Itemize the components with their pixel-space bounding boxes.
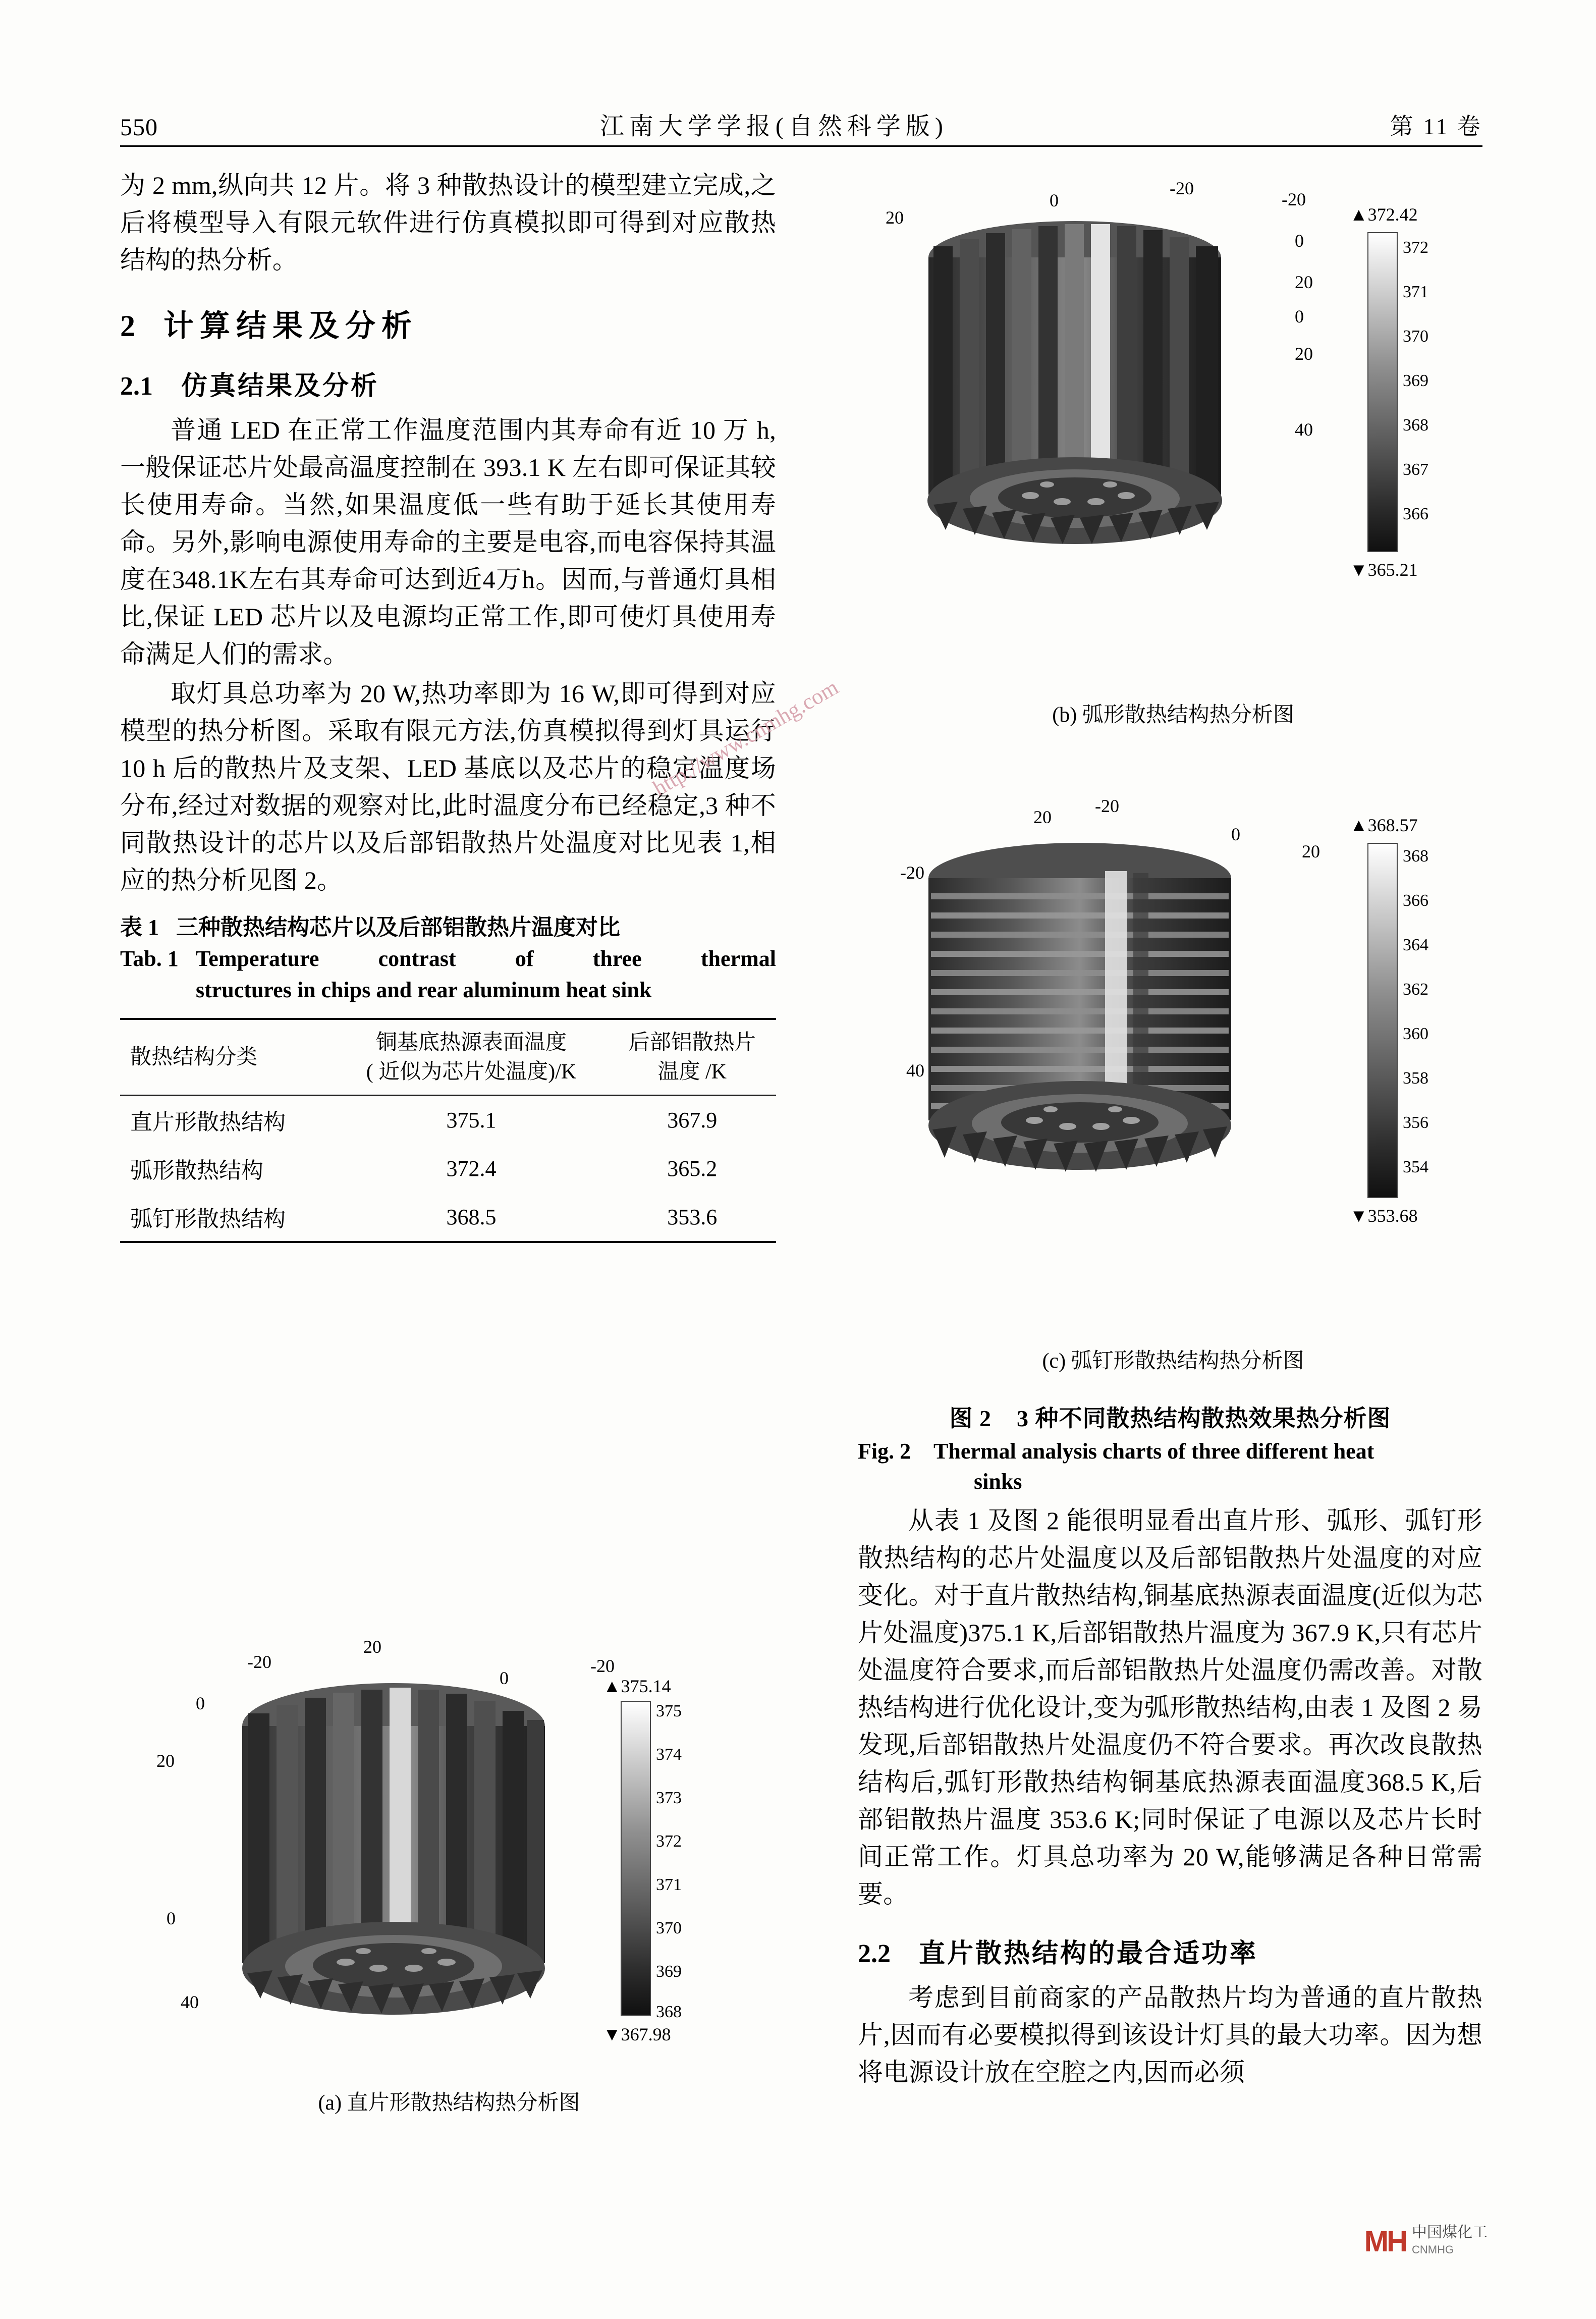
fig-b-cbar-tick: 372 (1403, 238, 1428, 257)
subsection-heading-2-2 (858, 1932, 1482, 1970)
table-caption-en (120, 943, 776, 975)
fig-c-cbar-tick: 354 (1403, 1158, 1428, 1176)
table-header-rear (608, 1019, 776, 1095)
fig-c-axis-label: 20 (1302, 841, 1320, 861)
fig-c-colorbar (1367, 843, 1398, 1198)
subsection-number: 2.1 (120, 372, 153, 401)
fig-b-axis-label: 20 (1295, 344, 1313, 364)
fig-a-axis-label: 0 (196, 1693, 205, 1713)
fig-a-axis-label: 20 (156, 1751, 175, 1771)
fig-b-cbar-tick: 370 (1403, 327, 1428, 346)
row-chip-temp: 368.5 (335, 1193, 609, 1242)
figure-c (858, 792, 1489, 1398)
table-header-chip-line2: ( 近似为芯片处温度)/K (366, 1060, 577, 1084)
table-header-rear-line2: 温度 /K (657, 1060, 727, 1084)
table-header-chip-line1: 铜基底热源表面温度 (376, 1031, 567, 1054)
table-label-cn: 表 1 (120, 915, 159, 940)
row-rear-temp: 353.6 (608, 1193, 776, 1242)
figure2-title-cn (858, 1400, 1482, 1433)
fig-a-axis-label: 0 (167, 1908, 176, 1928)
header-divider (120, 145, 1482, 147)
fig-a-cbar-tick: 368 (656, 2003, 682, 2021)
fig-c-axis-label: 0 (1231, 824, 1240, 844)
fig-a-cbar-tick: 375 (656, 1702, 682, 1720)
fig-b-axis-label: 0 (1050, 190, 1059, 210)
paragraph-power: 取灯具总功率为 20 W,热功率即为 16 W,即可得到对应模型的热分析图。采取有限元方法,仿真模拟得到灯具运行 10 h 后的散热片及支架、LED 基底以及芯片的稳定温度场分布,经过对数据的观察对比,此时温度分布已经稳定,3 种不同散热设计的芯片以及后部铝散热片处温度对比见表 1,相应的热分析见图 2。 (120, 679, 776, 894)
fig-c-axis-label: 40 (906, 1060, 924, 1081)
page-number: 550 (120, 114, 158, 141)
fig-a-cbar-min: ▼367.98 (603, 2024, 671, 2044)
logo-text-cn: 中国煤化工 (1412, 2224, 1488, 2241)
row-name: 直片形散热结构 (120, 1095, 335, 1144)
fig-a-caption: (a) 直片形散热结构热分析图 (318, 2091, 580, 2115)
fig-a-cbar-tick: 373 (656, 1789, 682, 1807)
table-title-en-w5: thermal (700, 946, 776, 971)
fig-a-axis-label: -20 (247, 1652, 271, 1672)
paragraph-led-life: 普通 LED 在正常工作温度范围内其寿命有近 10 万 h,一般保证芯片处最高温度控制在 393.1 K 左右即可保证其较长使用寿命。当然,如果温度低一些有助于延长其使用寿命。另外,影响电源使用寿命的主要是电容,而电容保持其温度在348.1K左右其寿命可达到近4万h。因而,与普通灯具相比,保证 LED 芯片以及电源均正常工作,即可使灯具使用寿命满足人们的需求。 (120, 416, 776, 668)
table-label-en: Tab. 1 (120, 946, 179, 971)
figure2-caption-cn: 3 种不同散热结构散热效果热分析图 (1017, 1406, 1391, 1431)
footer-logo (1364, 2224, 1488, 2258)
row-rear-temp: 367.9 (608, 1095, 776, 1144)
fig-c-cbar-tick: 356 (1403, 1113, 1428, 1132)
subsection-title: 仿真结果及分析 (181, 372, 379, 401)
fig-a-cbar-tick: 374 (656, 1745, 682, 1764)
figure2-title-en (858, 1436, 1482, 1467)
temperature-table (120, 1018, 776, 1243)
table-caption-en-line2: structures in chips and rear aluminum heat sink (196, 978, 652, 1002)
fig-b-axis-label: -20 (1282, 189, 1306, 209)
subsection-number: 2.2 (858, 1939, 891, 1968)
table-title-en-w2: contrast (378, 946, 456, 971)
table-title-en-w4: three (592, 946, 642, 971)
fig-c-cbar-tick: 368 (1403, 847, 1428, 866)
fig-a-cbar-tick: 370 (656, 1919, 682, 1937)
figure2-caption-en-line2: sinks (974, 1469, 1022, 1494)
table-title-en-w1: Temperature (196, 946, 319, 971)
fig-b-cbar-tick: 368 (1403, 416, 1428, 435)
fig-b-axis-label: -20 (1170, 178, 1194, 198)
row-chip-temp: 375.1 (335, 1095, 609, 1144)
row-rear-temp: 365.2 (667, 1156, 718, 1181)
fig-b-axis-label: 40 (1295, 419, 1313, 440)
page-header (120, 101, 1482, 141)
fig-c-caption: (c) 弧钉形散热结构热分析图 (1042, 1350, 1304, 1373)
subsection-title: 直片散热结构的最合适功率 (919, 1939, 1258, 1968)
fig-c-cbar-tick: 366 (1403, 891, 1428, 910)
section-heading-2 (120, 302, 776, 345)
fig-a-cbar-tick: 371 (656, 1875, 682, 1894)
fig-c-cbar-tick: 358 (1403, 1069, 1428, 1088)
fig-b-cbar-tick: 367 (1403, 460, 1428, 479)
fig-b-colorbar (1367, 232, 1398, 552)
logo-mark: MH (1364, 2225, 1406, 2258)
fig-c-cbar-tick: 360 (1403, 1024, 1428, 1043)
fig-a-axis-label: 20 (363, 1637, 381, 1657)
table-row (120, 1095, 776, 1144)
fig-b-cbar-min: ▼365.21 (1350, 560, 1418, 580)
journal-title: 江南大学学报(自然科学版) (599, 113, 948, 140)
fig-a-axis-label: -20 (590, 1656, 615, 1676)
fig-b-heatsink-render (888, 202, 1292, 596)
left-column (120, 167, 776, 1243)
fig-a-cbar-tick: 372 (656, 1832, 682, 1851)
table-row (120, 1193, 776, 1242)
row-name: 弧钉形散热结构 (120, 1193, 335, 1242)
volume-label: 第 11 卷 (1390, 114, 1482, 139)
fig-b-axis-label: 20 (886, 207, 904, 228)
fig-b-cbar-tick: 369 (1403, 371, 1428, 390)
fig-c-cbar-tick: 364 (1403, 936, 1428, 954)
subsection-heading-2-1 (120, 364, 776, 402)
fig-b-cbar-tick: 366 (1403, 505, 1428, 523)
logo-text-en: CNMHG (1412, 2243, 1454, 2256)
fig-a-cbar-max: ▲375.14 (603, 1676, 671, 1696)
figure2-caption-en-line1: Thermal analysis charts of three different heat (933, 1439, 1374, 1464)
fig-a-cbar-tick: 369 (656, 1962, 682, 1981)
fig-c-cbar-min: ▼353.68 (1350, 1206, 1418, 1226)
paragraph-analysis: 从表 1 及图 2 能很明显看出直片形、弧形、弧钉形散热结构的芯片处温度以及后部铝散热片处温度的对应变化。对于直片散热结构,铜基底热源表面温度(近似为芯片处温度)375.1 K,后部铝散热片温度为 367.9 K,只有芯片处温度符合要求,而后部铝散热片处温度仍需改善。对散热结构进行优化设计,变为弧形散热结构,由表 1 及图 2 易发现,后部铝散热片处温度仍不符合要求。再次改良散热结构后,弧钉形散热结构铜基底热源表面温度368.5 K,后部铝散热片温度 353.6 K;同时保证了电源以及芯片长时间正常工作。灯具总功率为 20 W,能够满足各种日常需要。 (858, 1506, 1482, 1908)
table-title-en-w3: of (515, 946, 534, 971)
fig-b-cbar-max: ▲372.42 (1350, 204, 1418, 225)
section-title: 计算结果及分析 (163, 309, 418, 343)
paragraph-intro: 为 2 mm,纵向共 12 片。将 3 种散热设计的模型建立完成,之后将模型导入有限元软件进行仿真模拟即可得到对应散热结构的热分析。 (120, 171, 776, 274)
right-column (858, 1383, 1482, 2093)
fig-b-axis-label: 20 (1295, 272, 1313, 292)
fig-c-axis-label: 20 (1033, 807, 1052, 827)
fig-c-cbar-tick: 362 (1403, 980, 1428, 999)
fig-b-axis-label: 0 (1295, 231, 1304, 251)
table-row (120, 1144, 776, 1193)
fig-b-axis-label: 0 (1295, 306, 1304, 327)
fig-a-axis-label: 0 (500, 1668, 509, 1688)
section-number: 2 (120, 309, 135, 343)
fig-c-cbar-max: ▲368.57 (1350, 815, 1418, 835)
table-header-category: 散热结构分类 (120, 1019, 335, 1095)
fig-c-axis-label: -20 (1095, 796, 1119, 816)
watermark-url: http://www.cnmhg.com (648, 674, 843, 801)
table-caption-cn (120, 912, 776, 943)
table-header-rear-line1: 后部铝散热片 (628, 1031, 756, 1054)
figure2-label-cn: 图 2 (949, 1406, 992, 1431)
table-title-cn: 三种散热结构芯片以及后部铝散热片温度对比 (176, 915, 620, 940)
figure2-label-en: Fig. 2 (858, 1439, 911, 1464)
fig-c-heatsink-render (888, 823, 1302, 1236)
fig-b-caption: (b) 弧形散热结构热分析图 (1052, 704, 1294, 727)
table-header-chip (335, 1019, 609, 1095)
figure-b (858, 178, 1489, 752)
row-name: 弧形散热结构 (130, 1158, 263, 1183)
fig-a-colorbar (621, 1701, 651, 2016)
fig-b-cbar-tick: 371 (1403, 283, 1428, 301)
row-chip-temp: 372.4 (446, 1156, 497, 1181)
paragraph-max-power: 考虑到目前商家的产品散热片均为普通的直片散热片,因而有必要模拟得到该设计灯具的最大功率。因为想将电源设计放在空腔之内,因而必须 (858, 1983, 1482, 2086)
fig-c-axis-label: -20 (900, 862, 924, 883)
figure-a (151, 1637, 747, 2170)
fig-a-axis-label: 40 (181, 1992, 199, 2012)
